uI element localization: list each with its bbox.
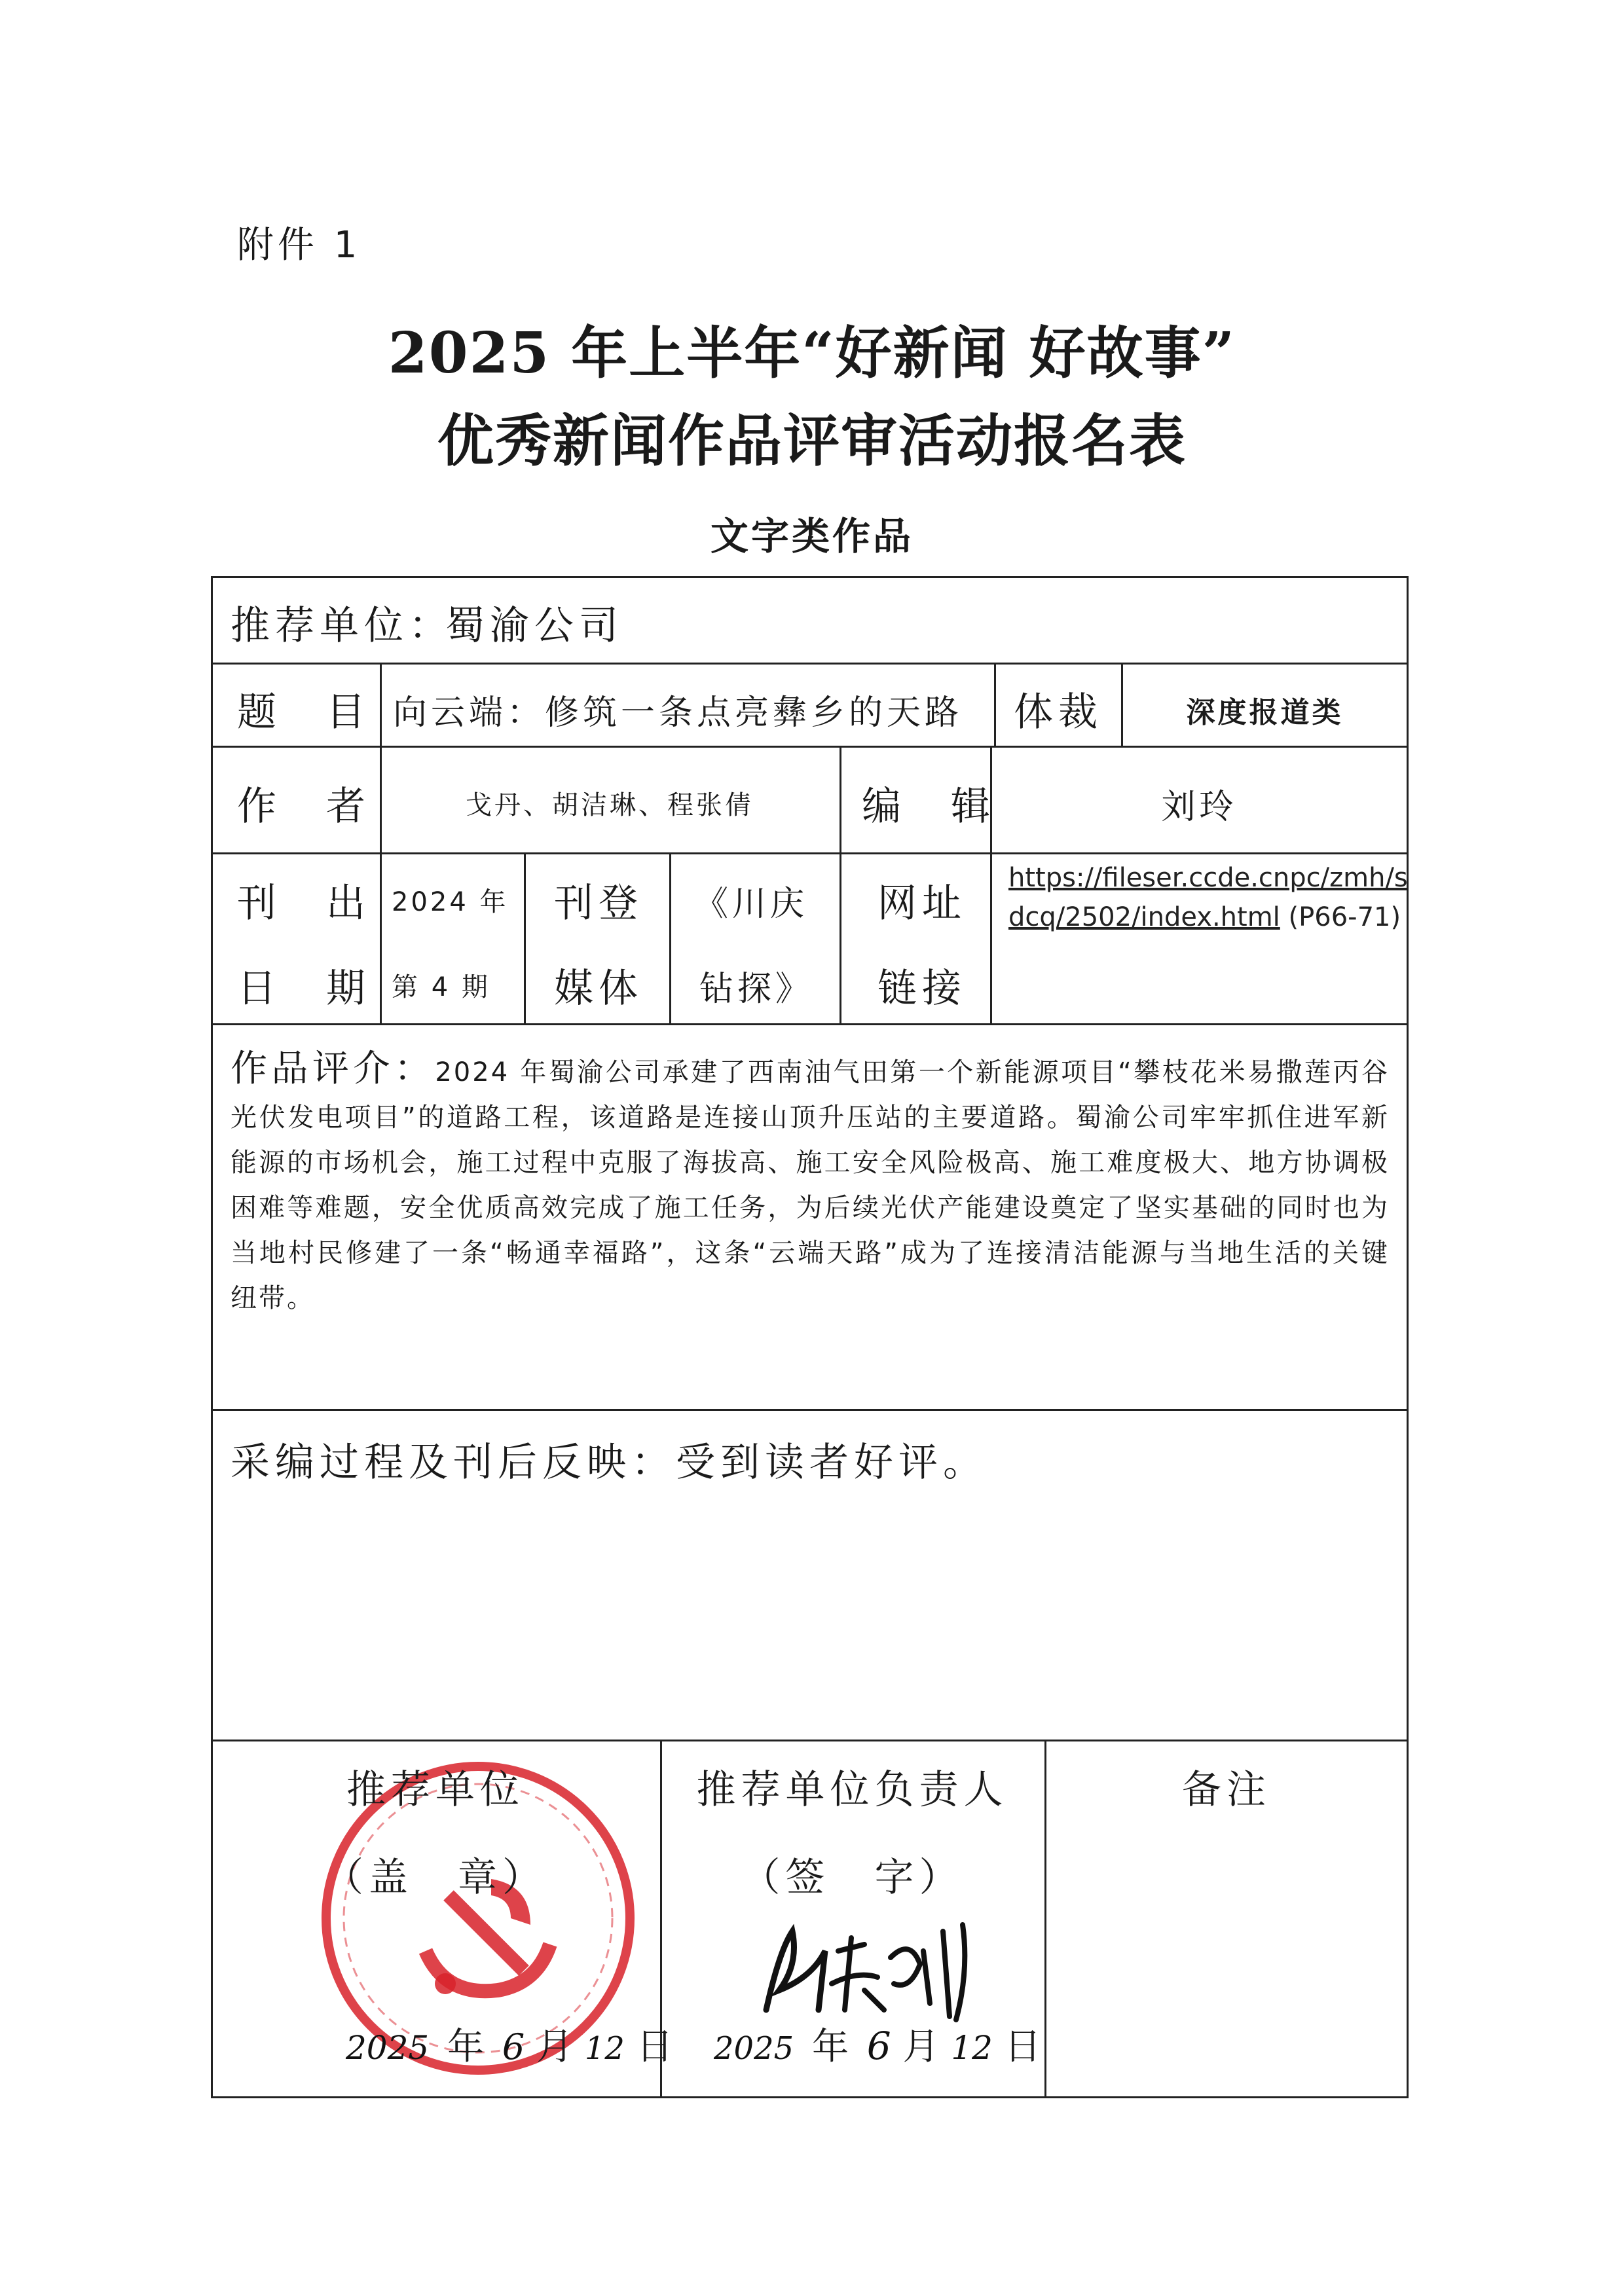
row-divider — [211, 1409, 1409, 1411]
page-title-line1: 2025 年上半年“好新闻 好故事” — [388, 320, 1236, 386]
pub-date-value-1: 2024 年 — [392, 887, 509, 917]
row-divider — [211, 852, 1409, 854]
pub-date-label-2: 日 期 — [237, 966, 371, 1011]
col-divider — [994, 663, 996, 746]
form-subtitle: 文字类作品 — [710, 514, 913, 558]
col-divider — [840, 746, 841, 852]
row-divider — [211, 746, 1409, 748]
row-divider — [211, 1740, 1409, 1741]
topic-label: 题 目 — [237, 689, 371, 735]
genre-value: 深度报道类 — [1186, 696, 1344, 729]
author-value: 戈丹、胡洁琳、程张倩 — [466, 790, 754, 820]
genre-label: 体裁 — [1014, 689, 1103, 735]
row-divider — [211, 663, 1409, 665]
unit-date: 2025 年 6 月 12 日 — [346, 2026, 673, 2068]
col-divider — [380, 852, 382, 1023]
col-divider — [840, 852, 841, 1023]
seal-label: （盖 章） — [324, 1855, 547, 1901]
recommending-unit-value: 蜀渝公司 — [445, 603, 623, 649]
recommending-unit-label: 推荐单位： — [231, 603, 453, 649]
leader-date: 2025 年 6 月 12 日 — [714, 2024, 1041, 2068]
leader-label: 推荐单位负责人 — [696, 1767, 1008, 1813]
media-value-2: 钻探》 — [699, 970, 814, 1009]
editor-label: 编 辑 — [862, 784, 995, 829]
pub-date-label-1: 刊 出 — [237, 881, 371, 926]
media-label-2: 媒体 — [554, 966, 643, 1011]
link-url-line1[interactable]: https://fileser.ccde.cnpc/zmh/s — [1008, 863, 1408, 893]
review-section — [231, 1046, 1390, 1321]
attachment-label: 附件 1 — [237, 224, 361, 266]
recommending-unit-footer-label: 推荐单位 — [346, 1767, 525, 1813]
link-url-line2[interactable]: dcq/2502/index.html (P66-71) — [1008, 902, 1401, 932]
col-divider — [380, 663, 382, 746]
signature-label: （签 字） — [741, 1855, 964, 1901]
review-label: 作品评介： — [231, 1048, 435, 1090]
editor-value: 刘玲 — [1161, 788, 1238, 827]
process-label: 采编过程及刊后反映：受到读者好评。 — [231, 1440, 987, 1485]
row-divider — [211, 1023, 1409, 1025]
media-label-1: 刊登 — [554, 881, 643, 926]
review-text: 2024 年蜀渝公司承建了西南油气田第一个新能源项目“攀枝花米易撒莲丙谷光伏发电项目”的道路工程，该道路是连接山顶升压站的主要道路。蜀渝公司牢牢抓住进军新能源的市场机会，施工过程中克服了海拔高、施工安全风险极高、施工难度极大、地方协调极困难等难题，安全优质高效完成了施工任务，为后续光伏产能建设奠定了坚实基础的同时也为当地村民修建了一条“畅通幸福路”，这条“云端天路”成为了连接清洁能源与当地生活的关键纽带。 — [231, 1057, 1390, 1313]
col-divider — [524, 852, 526, 1023]
pub-date-value-2: 第 4 期 — [392, 972, 490, 1002]
topic-value: 向云端：修筑一条点亮彝乡的天路 — [393, 693, 963, 733]
page-title-line2: 优秀新闻作品评审活动报名表 — [437, 408, 1187, 474]
link-pages: (P66-71) — [1288, 902, 1401, 932]
process-value: 受到读者好评。 — [676, 1440, 987, 1485]
remarks-label: 备注 — [1182, 1767, 1271, 1813]
link-label-1: 网址 — [877, 881, 967, 926]
author-label: 作 者 — [237, 784, 371, 829]
col-divider — [669, 852, 671, 1023]
media-value-1: 《川庆 — [694, 884, 809, 924]
link-label-2: 链接 — [877, 966, 967, 1011]
handwritten-signature-icon — [753, 1912, 989, 2023]
col-divider — [990, 852, 992, 1023]
